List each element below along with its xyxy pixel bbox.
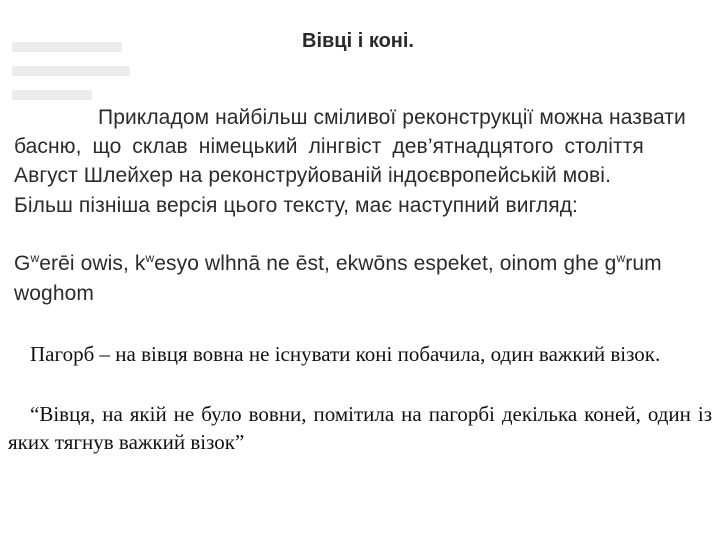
page-title: Вівці і коні. xyxy=(302,30,414,52)
paragraph-line-2: басню, що склав німецький лінгвіст дев’ятнадцятого століття xyxy=(14,135,644,158)
paragraph-line-1: Прикладом найбільш сміливої реконструкції можна назвати xyxy=(98,106,686,129)
pie-text-line-2: woghom xyxy=(14,282,94,305)
paragraph-line-3: Август Шлейхер на реконструйованій індоєвропейській мові. xyxy=(14,164,612,187)
free-translation: “Вівця, на якій не було вовни, помітила на пагорбі декілька коней, один із яких тягнув важкий візок” xyxy=(8,402,712,454)
literal-translation: Пагорб – на вівця вовна не існувати коні побачила, один важкий візок. xyxy=(30,342,661,366)
paragraph-line-4: Більш пізніша версія цього тексту, має наступний вигляд: xyxy=(14,194,578,217)
pie-text-line-1: $G^werēi$ owis, $k^wesyo$ wlhnā ne ēst, ekwōns espeket, oinom ghe $g^wrum$ xyxy=(14,251,662,275)
